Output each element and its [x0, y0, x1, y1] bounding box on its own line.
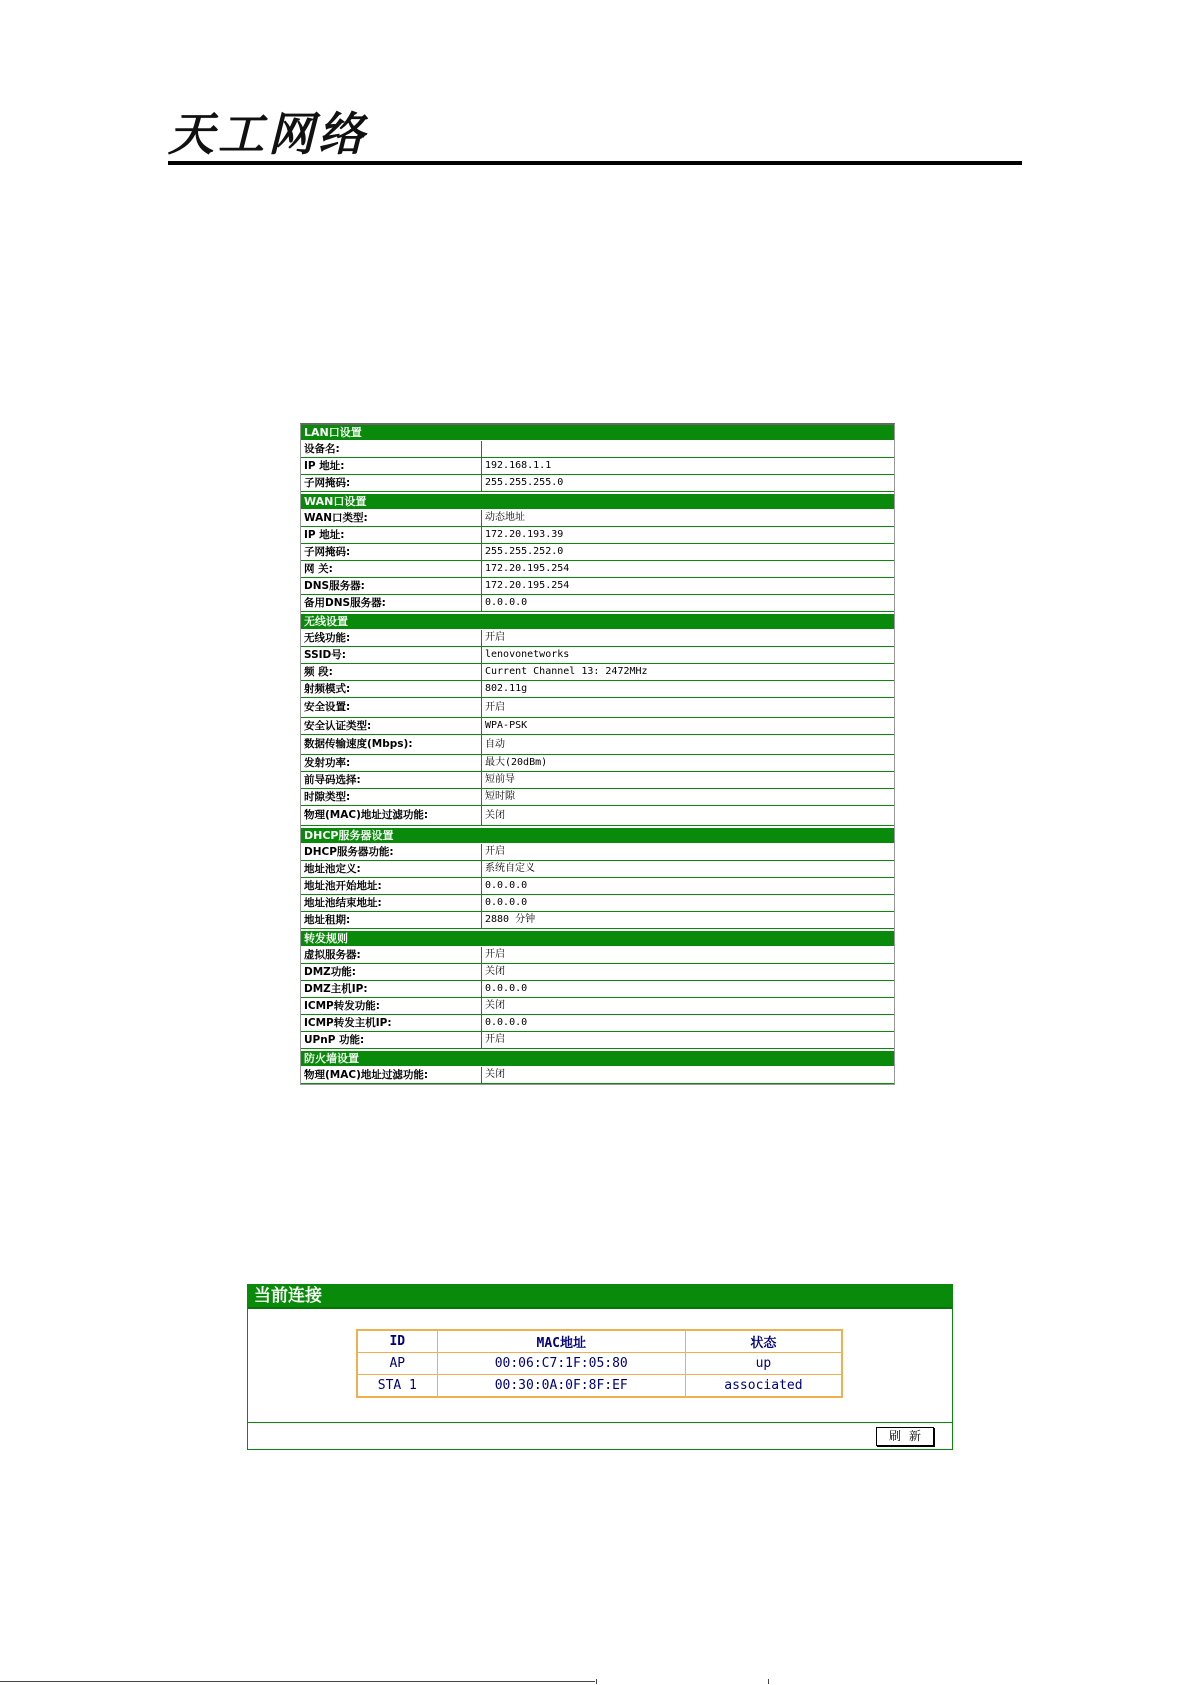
row-label: DHCP服务器功能:	[301, 844, 482, 860]
column-header-id: ID	[357, 1330, 437, 1353]
table-row	[301, 789, 894, 806]
row-value: 255.255.252.0	[485, 546, 564, 557]
cell-id: STA 1	[357, 1375, 437, 1398]
row-value: 802.11g	[485, 683, 528, 694]
panel-title: 当前连接	[248, 1285, 952, 1309]
row-value: 关闭	[485, 1000, 505, 1011]
table-row	[301, 527, 894, 544]
table-row	[301, 595, 894, 612]
table-row	[301, 755, 894, 772]
row-value: 0.0.0.0	[485, 1017, 528, 1028]
table-row	[301, 510, 894, 527]
table-row	[301, 578, 894, 595]
row-value: WPA-PSK	[485, 720, 528, 731]
row-label: 网 关:	[301, 561, 482, 577]
row-label: 物理(MAC)地址过滤功能:	[301, 1067, 482, 1083]
column-header-state: 状态	[685, 1330, 842, 1353]
table-row	[301, 878, 894, 895]
row-value: 0.0.0.0	[485, 880, 528, 891]
row-label: 无线功能:	[301, 630, 482, 646]
row-label: WAN口类型:	[301, 510, 482, 526]
row-value: 172.20.195.254	[485, 563, 570, 574]
row-label: SSID号:	[301, 647, 482, 663]
cell-state: associated	[685, 1375, 842, 1398]
page-mark	[768, 1679, 769, 1684]
row-label: 物理(MAC)地址过滤功能:	[301, 806, 482, 825]
row-label: DMZ主机IP:	[301, 981, 482, 997]
table-row	[301, 647, 894, 664]
row-value: 动态地址	[485, 512, 525, 523]
table-row	[301, 947, 894, 964]
row-value: Current Channel 13: 2472MHz	[485, 666, 648, 677]
table-row	[301, 964, 894, 981]
brand-logo: 天工网络	[168, 107, 368, 161]
row-value: 关闭	[485, 966, 505, 977]
table-row	[301, 1032, 894, 1049]
row-label: ICMP转发功能:	[301, 998, 482, 1014]
section-header-wan: WAN口设置	[301, 494, 894, 510]
row-value: 172.20.193.39	[485, 529, 564, 540]
table-row	[357, 1375, 842, 1398]
table-row	[301, 861, 894, 878]
row-label: ICMP转发主机IP:	[301, 1015, 482, 1031]
row-label: 备用DNS服务器:	[301, 595, 482, 611]
table-row	[301, 735, 894, 755]
row-label: DNS服务器:	[301, 578, 482, 594]
table-row	[301, 681, 894, 698]
row-value: 172.20.195.254	[485, 580, 570, 591]
cell-state: up	[685, 1353, 842, 1375]
table-row	[301, 912, 894, 929]
row-label: DMZ功能:	[301, 964, 482, 980]
row-label: 子网掩码:	[301, 475, 482, 491]
row-label: UPnP 功能:	[301, 1032, 482, 1048]
row-label: 地址池结束地址:	[301, 895, 482, 911]
table-row	[301, 772, 894, 789]
row-value: 0.0.0.0	[485, 597, 528, 608]
section-header-firewall: 防火墙设置	[301, 1051, 894, 1067]
section-header-lan: LAN口设置	[301, 425, 894, 441]
row-value: 系统自定义	[485, 863, 535, 874]
row-value: 最大(20dBm)	[485, 757, 548, 768]
table-row	[301, 630, 894, 647]
cell-mac: 00:30:0A:0F:8F:EF	[437, 1375, 685, 1398]
table-row	[301, 544, 894, 561]
row-value: 短前导	[485, 774, 515, 785]
row-label: 设备名:	[301, 441, 482, 457]
table-row	[301, 1015, 894, 1032]
table-row	[301, 1067, 894, 1084]
table-row	[301, 441, 894, 458]
section-header-wireless: 无线设置	[301, 614, 894, 630]
row-label: 时隙类型:	[301, 789, 482, 805]
row-value: 开启	[485, 702, 505, 713]
row-label: 子网掩码:	[301, 544, 482, 560]
row-label: 地址池开始地址:	[301, 878, 482, 894]
table-row	[357, 1353, 842, 1375]
row-value	[482, 441, 894, 457]
cell-mac: 00:06:C7:1F:05:80	[437, 1353, 685, 1375]
page-mark	[596, 1679, 597, 1684]
row-label: 安全设置:	[301, 698, 482, 717]
row-label: 虚拟服务器:	[301, 947, 482, 963]
row-value: 开启	[485, 949, 505, 960]
panel-footer	[248, 1422, 952, 1449]
status-summary-table	[300, 423, 895, 1085]
row-value: 192.168.1.1	[485, 460, 552, 471]
row-label: 数据传输速度(Mbps):	[301, 735, 482, 754]
row-value: 关闭	[485, 1069, 505, 1080]
column-header-mac: MAC地址	[437, 1330, 685, 1353]
row-value: 255.255.255.0	[485, 477, 564, 488]
table-row	[301, 664, 894, 681]
header-rule	[168, 161, 1022, 165]
row-value: 关闭	[485, 810, 505, 821]
section-header-forwarding: 转发规则	[301, 931, 894, 947]
table-row	[301, 844, 894, 861]
table-row	[301, 998, 894, 1015]
row-value: 开启	[485, 1034, 505, 1045]
row-value: lenovonetworks	[485, 649, 570, 660]
row-value: 2880 分钟	[485, 914, 536, 925]
page-bottom-rule	[0, 1681, 595, 1682]
row-label: IP 地址:	[301, 458, 482, 474]
table-row	[301, 981, 894, 998]
refresh-button[interactable]: 刷新	[876, 1427, 934, 1446]
row-label: 安全认证类型:	[301, 718, 482, 734]
row-value: 自动	[485, 739, 505, 750]
row-label: IP 地址:	[301, 527, 482, 543]
row-label: 射频模式:	[301, 681, 482, 697]
cell-id: AP	[357, 1353, 437, 1375]
row-label: 地址池定义:	[301, 861, 482, 877]
connections-table	[356, 1329, 843, 1398]
current-connections-panel	[247, 1284, 953, 1450]
row-value: 0.0.0.0	[485, 983, 528, 994]
row-value: 0.0.0.0	[485, 897, 528, 908]
table-row	[301, 806, 894, 826]
table-row	[301, 561, 894, 578]
row-value: 开启	[485, 632, 505, 643]
table-row	[301, 458, 894, 475]
row-label: 前导码选择:	[301, 772, 482, 788]
table-row	[301, 698, 894, 718]
table-row	[301, 895, 894, 912]
row-label: 地址租期:	[301, 912, 482, 928]
row-value: 开启	[485, 846, 505, 857]
row-label: 发射功率:	[301, 755, 482, 771]
row-value: 短时隙	[485, 791, 515, 802]
table-row	[301, 475, 894, 492]
row-label: 频 段:	[301, 664, 482, 680]
section-header-dhcp: DHCP服务器设置	[301, 828, 894, 844]
table-header-row	[357, 1330, 842, 1353]
table-row	[301, 718, 894, 735]
